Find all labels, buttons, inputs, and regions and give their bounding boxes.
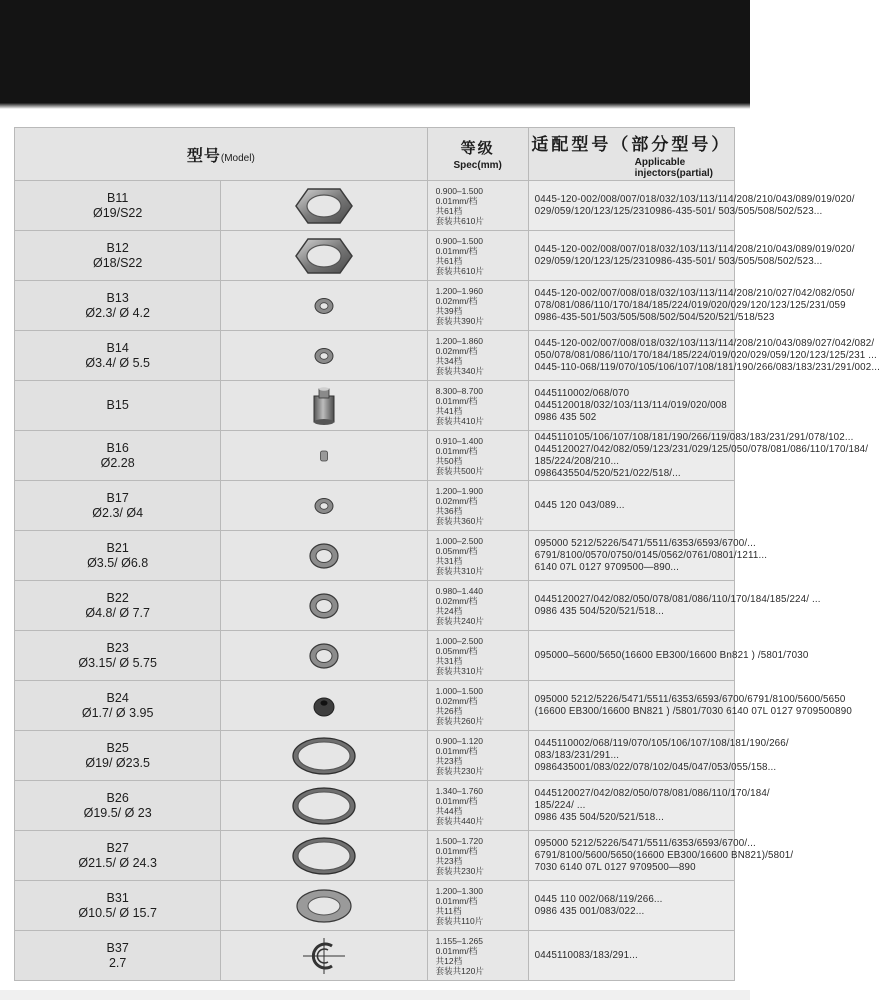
table-row [15, 831, 735, 881]
table-row [15, 431, 735, 481]
spec-line: 0.01mm/档 [435, 445, 478, 456]
injector-line: 029/059/120/123/125/2310986-435-501/ 503/505/508/502/523... [534, 255, 823, 267]
spec-line: 0.910–1.400 [435, 435, 483, 446]
model-name: B23 [106, 640, 129, 655]
spec-line: 共12档 [435, 955, 463, 966]
spec-line: 共23档 [435, 755, 463, 766]
model-size: Ø4.8/ Ø 7.7 [85, 605, 150, 620]
spec-line: 共31档 [435, 555, 463, 566]
header-spec-zh: 等级 [460, 140, 495, 157]
spec-line: 共44档 [435, 805, 463, 816]
spec-line: 共11档 [435, 905, 462, 916]
injector-line: 0445110083/183/291... [534, 949, 638, 961]
injector-line: 0986435504/520/521/022/518/... [534, 467, 681, 479]
header-model-zh: 型号 [186, 147, 221, 165]
model-size: Ø19.5/ Ø 23 [83, 805, 152, 820]
part-image-cell [221, 731, 427, 781]
injector-line: 0445120027/042/082/050/078/081/086/110/170/184/185/224/ ... [534, 593, 821, 605]
injectors-cell [528, 881, 734, 931]
model-cell [15, 531, 221, 581]
injector-line: 0445120027/042/082/050/078/081/086/110/170/184/ [534, 787, 770, 799]
injector-line: 0445-110-068/119/070/105/106/107/108/181/190/266/083/183/231/291/002... [534, 361, 880, 373]
spec-line: 套装共120片 [435, 965, 484, 976]
injector-line: 029/059/120/123/125/2310986-435-501/ 503/505/508/502/523... [534, 205, 823, 217]
part-image-cell [221, 831, 427, 881]
spec-line: 共61档 [435, 205, 463, 216]
table-header-row [15, 128, 735, 181]
hex-nut-icon [221, 186, 426, 226]
spec-line: 套装共390片 [435, 315, 484, 326]
model-size: Ø18/S22 [92, 255, 143, 270]
hex-nut-icon [221, 236, 426, 276]
model-cell [15, 231, 221, 281]
model-name: B27 [106, 840, 129, 855]
spec-line: 0.05mm/档 [435, 545, 478, 556]
injector-line: 0445-120-002/008/007/018/032/103/113/114/208/210/043/089/019/020/ [534, 243, 855, 255]
spec-cell [427, 831, 528, 881]
part-image-cell [221, 781, 427, 831]
model-name: B24 [106, 690, 129, 705]
spec-line: 0.01mm/档 [435, 945, 478, 956]
model-cell [15, 631, 221, 681]
spec-line: 0.980–1.440 [435, 585, 483, 596]
spec-cell [427, 581, 528, 631]
injector-line: 0445-120-002/007/008/018/032/103/113/114/208/210/027/042/082/050/ [534, 287, 855, 299]
flat-ring-icon [221, 887, 426, 925]
spec-line: 共50档 [435, 455, 463, 466]
large-ring-icon [221, 735, 426, 777]
spec-line: 1.200–1.900 [435, 485, 483, 496]
injector-line: 095000 5212/5226/5471/5511/6353/6593/6700/... [534, 537, 756, 549]
spec-cell [427, 181, 528, 231]
injector-line: 6791/8100/0570/0750/0145/0562/0761/0801/1211... [534, 549, 768, 561]
header-spec [427, 128, 528, 181]
injector-line: 083/183/231/291... [534, 749, 620, 761]
model-size: 2.7 [108, 955, 127, 970]
model-cell [15, 331, 221, 381]
injector-line: 185/224/ ... [534, 799, 586, 811]
injector-line: 0445-120-002/007/008/018/032/103/113/114/208/210/043/089/027/042/082/ [534, 337, 875, 349]
spec-line: 共39档 [435, 305, 463, 316]
injector-line: 6140 07L 0127 9709500—890... [534, 561, 680, 573]
spec-line: 0.02mm/档 [435, 295, 478, 306]
header-injectors [528, 128, 734, 181]
injectors-cell [528, 381, 734, 431]
injector-line: 185/224/208/210... [534, 455, 620, 467]
table-row [15, 481, 735, 531]
part-image-cell [221, 231, 427, 281]
washer-icon [221, 541, 426, 571]
spec-cell [427, 331, 528, 381]
model-name: B37 [106, 940, 129, 955]
spec-line: 套装共240片 [435, 615, 484, 626]
model-name: B21 [106, 540, 129, 555]
model-size: Ø3.15/ Ø 5.75 [78, 655, 157, 670]
spec-line: 套装共230片 [435, 865, 484, 876]
injector-line: 0986 435 504/520/521/518... [534, 811, 665, 823]
part-image-cell [221, 281, 427, 331]
model-name: B31 [106, 890, 129, 905]
spec-line: 0.01mm/档 [435, 795, 478, 806]
model-name: B11 [107, 190, 129, 205]
injectors-cell [528, 231, 855, 281]
small-washer-icon [221, 346, 426, 366]
model-cell [15, 581, 221, 631]
model-size: Ø2.28 [100, 455, 135, 470]
injectors-cell [528, 431, 869, 481]
table-row [15, 281, 735, 331]
table-row [15, 331, 735, 381]
part-image-cell [221, 531, 427, 581]
small-washer-icon [221, 496, 426, 516]
model-cell [15, 881, 221, 931]
injector-line: 6791/8100/5600/5650(16600 EB300/16600 BN821)/5801/ [534, 849, 794, 861]
part-image-cell [221, 331, 427, 381]
washer-icon [221, 591, 426, 621]
model-size: Ø2.3/ Ø4 [92, 505, 144, 520]
injector-line: (16600 EB300/16600 BN821 ) /5801/7030 6140 07L 0127 9709500890 [534, 705, 852, 717]
tiny-pin-icon [221, 448, 426, 464]
header-model [15, 128, 428, 181]
spec-line: 共61档 [435, 255, 463, 266]
injectors-cell [528, 281, 855, 331]
spec-line: 1.200–1.300 [435, 885, 483, 896]
injector-line: 0445120018/032/103/113/114/019/020/008 [534, 399, 727, 411]
spec-line: 0.02mm/档 [435, 495, 478, 506]
spec-line: 套装共610片 [435, 215, 484, 226]
part-image-cell [221, 881, 427, 931]
injectors-cell [528, 331, 880, 381]
spec-cell [427, 481, 528, 531]
table-row [15, 731, 735, 781]
spec-line: 套装共360片 [435, 515, 484, 526]
model-cell [15, 481, 221, 531]
model-cell [15, 431, 221, 481]
part-image-cell [221, 931, 427, 981]
injector-line: 0445110105/106/107/108/181/190/266/119/083/183/231/291/078/102... [534, 431, 854, 443]
spec-line: 0.01mm/档 [435, 245, 478, 256]
model-name: B12 [106, 240, 129, 255]
model-cell [15, 831, 221, 881]
injector-line: 0445110002/068/070 [534, 387, 630, 399]
part-image-cell [221, 381, 427, 431]
spec-line: 共23档 [435, 855, 463, 866]
injectors-cell [528, 831, 794, 881]
spec-line: 1.500–1.720 [435, 835, 483, 846]
washer-icon [221, 641, 426, 671]
injectors-cell [528, 681, 852, 731]
bottom-band [0, 990, 750, 1000]
table-row [15, 631, 735, 681]
part-image-cell [221, 481, 427, 531]
spec-line: 0.01mm/档 [435, 895, 478, 906]
spec-line: 套装共310片 [435, 565, 484, 576]
injector-line: 095000 5212/5226/5471/5511/6353/6593/6700/... [534, 837, 756, 849]
model-size: Ø19/ Ø23.5 [85, 755, 150, 770]
spec-cell [427, 631, 528, 681]
model-size: Ø21.5/ Ø 24.3 [78, 855, 157, 870]
spec-line: 套装共230片 [435, 765, 484, 776]
table-row [15, 231, 735, 281]
model-size: Ø2.3/ Ø 4.2 [85, 305, 150, 320]
injector-line: 0445120027/042/082/059/123/231/029/125/050/078/081/086/110/170/184/ [534, 443, 869, 455]
spec-line: 共34档 [435, 355, 463, 366]
spec-cell [427, 881, 528, 931]
spec-cell [427, 231, 528, 281]
dark-washer-icon [221, 693, 426, 719]
spec-line: 0.02mm/档 [435, 345, 478, 356]
spec-line: 1.200–1.860 [435, 335, 483, 346]
injectors-cell [528, 731, 789, 781]
injector-line: 0986435001/083/022/078/102/045/047/053/055/158... [534, 761, 777, 773]
injector-line: 0986 435 502 [534, 411, 597, 423]
model-cell [15, 381, 221, 431]
injector-line: 0986 435 001/083/022... [534, 905, 645, 917]
spec-line: 共36档 [435, 505, 463, 516]
injectors-cell [528, 531, 768, 581]
spec-line: 套装共310片 [435, 665, 484, 676]
part-image-cell [221, 581, 427, 631]
spec-line: 共41档 [435, 405, 463, 416]
model-name: B26 [106, 790, 129, 805]
spec-line: 共31档 [435, 655, 463, 666]
spec-line: 0.01mm/档 [435, 745, 478, 756]
c-clip-icon [221, 936, 426, 976]
spec-cell [427, 731, 528, 781]
model-size: Ø3.4/ Ø 5.5 [85, 355, 150, 370]
model-size: Ø1.7/ Ø 3.95 [81, 705, 154, 720]
spec-line: 套装共440片 [435, 815, 484, 826]
part-image-cell [221, 631, 427, 681]
model-name: B25 [106, 740, 129, 755]
part-image-cell [221, 431, 427, 481]
shim-spec-table-container [14, 127, 880, 981]
spec-line: 共24档 [435, 605, 463, 616]
model-name: B16 [106, 440, 129, 455]
header-injectors-zh: 适配型号（部分型号） [531, 134, 732, 154]
table-row [15, 681, 735, 731]
top-dark-band [0, 0, 750, 103]
injector-line: 0445110002/068/119/070/105/106/107/108/181/190/266/ [534, 737, 789, 749]
large-ring-icon [221, 785, 426, 827]
spec-line: 0.02mm/档 [435, 595, 478, 606]
injector-line: 0986 435 504/520/521/518... [534, 605, 665, 617]
table-row [15, 781, 735, 831]
table-row [15, 531, 735, 581]
spec-cell [427, 381, 528, 431]
spec-line: 1.200–1.960 [435, 285, 483, 296]
large-ring-icon [221, 835, 426, 877]
spec-line: 套装共340片 [435, 365, 484, 376]
spec-line: 1.155–1.265 [435, 935, 483, 946]
model-name: B14 [106, 340, 129, 355]
spec-line: 0.900–1.500 [435, 185, 483, 196]
spec-cell [427, 781, 528, 831]
model-size: Ø10.5/ Ø 15.7 [78, 905, 157, 920]
model-size: Ø19/S22 [92, 205, 143, 220]
part-image-cell [221, 681, 427, 731]
spec-line: 1.000–2.500 [435, 635, 483, 646]
injector-line: 0445-120-002/008/007/018/032/103/113/114/208/210/043/089/019/020/ [534, 193, 855, 205]
spec-line: 8.300–8.700 [435, 385, 483, 396]
spec-cell [427, 681, 528, 731]
table-row [15, 931, 735, 981]
table-row [15, 581, 735, 631]
spec-line: 1.000–1.500 [435, 685, 483, 696]
spec-cell [427, 431, 528, 481]
part-image-cell [221, 181, 427, 231]
spec-line: 0.05mm/档 [435, 645, 478, 656]
model-name: B15 [106, 398, 129, 412]
spec-line: 共26档 [435, 705, 463, 716]
model-cell [15, 931, 221, 981]
spec-line: 0.02mm/档 [435, 695, 478, 706]
injector-line: 0986-435-501/503/505/508/502/504/520/521/518/523 [534, 311, 775, 323]
spec-line: 0.01mm/档 [435, 195, 478, 206]
spec-line: 套装共110片 [435, 915, 484, 926]
header-injectors-en: Applicable injectors(partial) [634, 156, 714, 179]
shim-spec-table [14, 127, 880, 981]
injectors-cell [528, 781, 770, 831]
table-row [15, 381, 735, 431]
injector-line: 7030 6140 07L 0127 9709500—890 [534, 861, 696, 873]
injector-line: 0445 110 002/068/119/266... [534, 893, 663, 905]
injector-line: 095000–5600/5650(16600 EB300/16600 Bn821 ) /5801/7030 [534, 649, 809, 661]
spec-line: 0.900–1.120 [435, 735, 483, 746]
model-cell [15, 181, 221, 231]
table-body [15, 181, 880, 981]
spec-line: 1.340–1.760 [435, 785, 483, 796]
model-name: B22 [106, 590, 129, 605]
injectors-cell [528, 581, 821, 631]
spec-line: 0.01mm/档 [435, 845, 478, 856]
injectors-cell [528, 181, 855, 231]
spec-line: 套装共500片 [435, 465, 484, 476]
table-row [15, 181, 735, 231]
spec-line: 套装共260片 [435, 715, 484, 726]
spec-cell [427, 281, 528, 331]
header-spec-en: Spec(mm) [453, 160, 502, 171]
injector-line: 095000 5212/5226/5471/5511/6353/6593/6700/6791/8100/5600/5650 [534, 693, 846, 705]
spec-line: 1.000–2.500 [435, 535, 483, 546]
header-model-en: (Model) [220, 152, 255, 164]
spec-cell [427, 931, 528, 981]
injector-line: 078/081/086/110/170/184/185/224/019/020/029/120/123/125/231/059 [534, 299, 846, 311]
model-cell [15, 281, 221, 331]
small-washer-icon [221, 296, 426, 316]
spec-line: 0.900–1.500 [435, 235, 483, 246]
spec-cell [427, 531, 528, 581]
model-size: Ø3.5/ Ø6.8 [87, 555, 149, 570]
injector-line: 050/078/081/086/110/170/184/185/224/019/020/029/059/120/123/125/231 ... [534, 349, 877, 361]
table-row [15, 881, 735, 931]
model-name: B17 [106, 490, 129, 505]
model-cell [15, 781, 221, 831]
cylinder-shim-icon [221, 386, 426, 426]
spec-line: 套装共410片 [435, 415, 484, 426]
spec-line: 0.01mm/档 [435, 395, 478, 406]
injector-line: 0445 120 043/089... [534, 499, 625, 511]
injectors-cell [528, 931, 734, 981]
model-cell [15, 731, 221, 781]
spec-line: 套装共610片 [435, 265, 484, 276]
model-name: B13 [106, 290, 129, 305]
model-cell [15, 681, 221, 731]
injectors-cell [528, 631, 809, 681]
injectors-cell [528, 481, 734, 531]
